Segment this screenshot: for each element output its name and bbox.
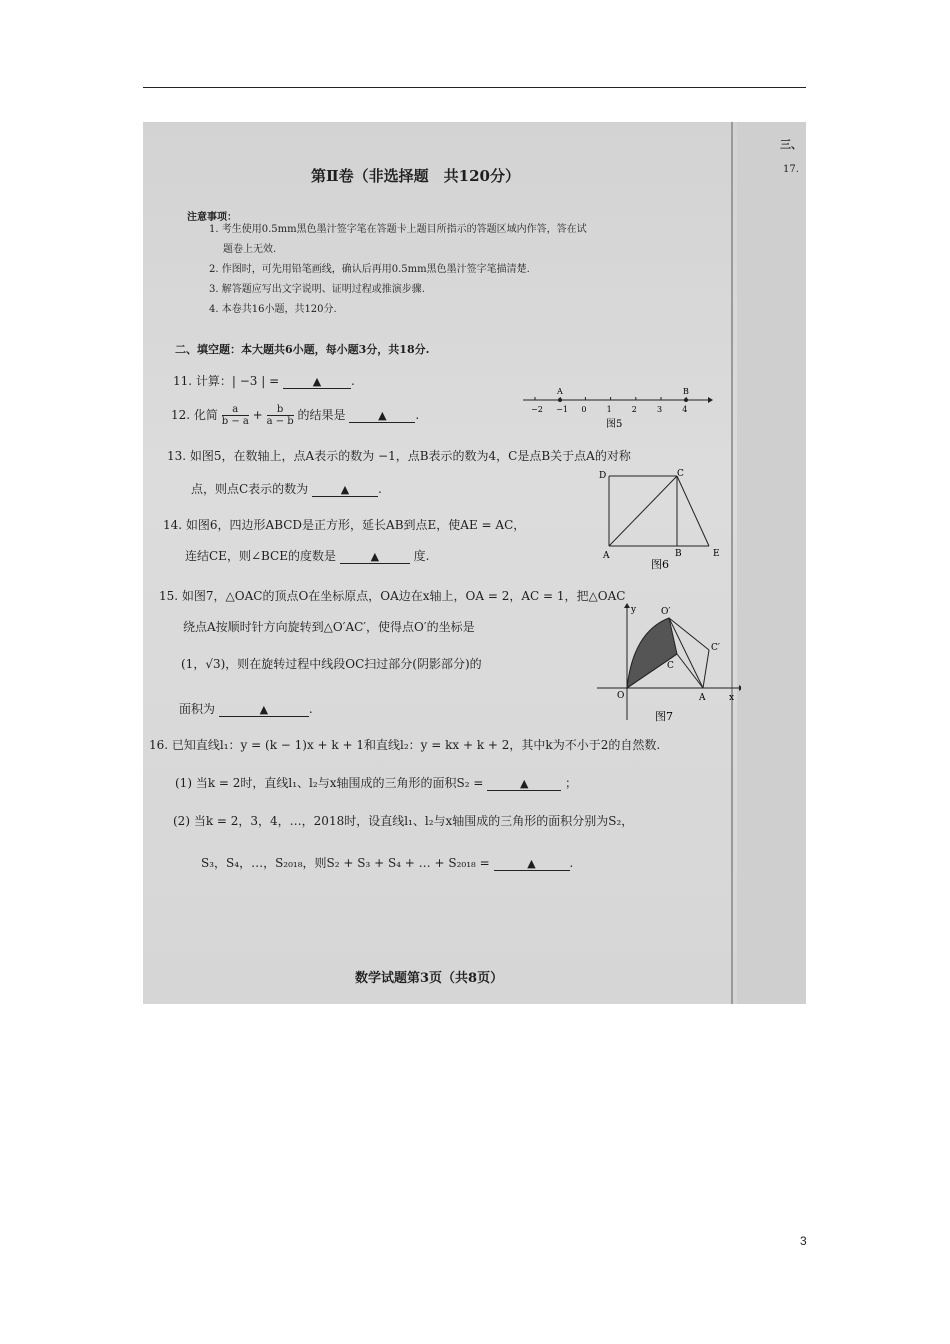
fraction-a-over-b-minus-a: [222, 404, 249, 427]
label-e: E: [713, 549, 720, 559]
label-o-prime: O′: [661, 607, 671, 617]
answer-blank-15: [219, 702, 309, 717]
fraction-1-numerator: a: [222, 404, 249, 416]
plus-sign: +: [252, 408, 263, 422]
question-11: 11. 计算：| −3 | = ▲ .: [173, 374, 355, 388]
answer-blank-16-2: [494, 856, 570, 871]
tick-label: 1: [606, 405, 612, 414]
question-16-part-2b-text: S₃，S₄，…，S₂₀₁₈，则S₂ + S₃ + S₄ + … + S₂₀₁₈ =: [201, 856, 490, 870]
tick-label: 0: [581, 405, 587, 414]
question-15-line-1: 15. 如图7，△OAC的顶点O在坐标原点，OA边在x轴上，OA = 2，AC = 1，把△OAC: [159, 589, 626, 603]
figure-6-caption: 图6: [651, 558, 669, 570]
notes-title: 注意事项：: [187, 212, 237, 223]
question-15-line-2: 绕点A按顺时针方向旋转到△O′AC′，使得点O′的坐标是: [183, 620, 475, 634]
note-1-cont: 题卷上无效.: [223, 244, 277, 255]
figure-7-caption: 图7: [655, 710, 673, 723]
note-3: 3. 解答题应写出文字说明、证明过程或推演步骤.: [209, 284, 425, 295]
exam-photo: [143, 122, 806, 1004]
figure-5-caption: 图5: [606, 419, 623, 430]
figure-5-number-line: [518, 384, 713, 430]
note-1: 1. 考生使用0.5mm黑色墨汁签字笔在答题卡上题目所指示的答题区域内作答，答在试: [209, 224, 587, 235]
label-a: A: [557, 387, 563, 396]
question-12-pre: 12. 化简: [171, 408, 218, 422]
answer-blank-12: [349, 408, 415, 423]
label-c-prime: C′: [711, 643, 720, 653]
question-15-text: 面积为: [179, 702, 216, 716]
question-16-part-2: (2) 当k = 2，3，4，…，2018时，设直线l₁、l₂与x轴围成的三角形的面积分别为S₂，: [173, 814, 634, 828]
label-b: B: [675, 549, 682, 559]
shaded-swept-region: [627, 618, 677, 688]
blank-marker: ▲: [527, 857, 536, 870]
question-16-part-1-text: (1) 当k = 2时，直线l₁、l₂与x轴围成的三角形的面积S₂ =: [175, 776, 484, 790]
fraction-b-over-a-minus-b: [267, 404, 294, 427]
question-13-line-2: 点，则点C表示的数为 ▲ .: [191, 482, 382, 496]
right-edge-question: 17.: [783, 164, 799, 175]
label-a: A: [699, 693, 706, 703]
question-14-line-1: 14. 如图6，四边形ABCD是正方形，延长AB到点E，使AE = AC，: [163, 518, 526, 532]
question-16-part-1-end: ；: [565, 776, 578, 790]
figure-7-rotation: [593, 602, 741, 724]
right-edge-section: 三、: [780, 138, 802, 151]
label-c: C: [667, 661, 674, 671]
answer-blank-11: [283, 374, 351, 389]
question-14-unit: 度.: [413, 549, 430, 563]
fraction-2-denominator: a − b: [266, 416, 294, 427]
question-14-text: 连结CE，则∠BCE的度数是: [185, 549, 336, 563]
answer-blank-14: [340, 549, 410, 564]
question-12: 12. 化简 $\frac{a}{b - a}$ + $\frac{b}{a - b}$ 的结果是 ▲ .: [171, 404, 420, 427]
question-16-line-1: 16. 已知直线l₁：y = (k − 1)x + k + 1和直线l₂：y = kx + k + 2，其中k为不小于2的自然数.: [149, 738, 661, 752]
tick-label: 4: [682, 405, 688, 414]
answer-blank-16-1: [487, 776, 561, 791]
adjacent-page: [737, 122, 806, 1004]
tick-label: −1: [556, 405, 568, 414]
blank-marker: ▲: [370, 550, 380, 563]
blank-marker: ▲: [340, 483, 350, 496]
label-a: A: [603, 551, 610, 561]
point-a-marker: [558, 398, 562, 402]
blank-marker: ▲: [259, 703, 269, 716]
answer-blank-13: [312, 482, 378, 497]
question-11-text: 11. 计算：| −3 | =: [173, 374, 280, 388]
label-c: C: [677, 469, 684, 479]
question-13-line-1: 13. 如图5，在数轴上，点A表示的数为 −1，点B表示的数为4，C是点B关于点A的对称: [167, 449, 631, 463]
page-number: 3: [800, 1234, 807, 1248]
question-14-line-2: [185, 547, 429, 564]
question-13-text: 点，则点C表示的数为: [191, 482, 309, 496]
tick-label: −2: [531, 405, 543, 414]
blank-marker: ▲: [378, 409, 387, 422]
note-4: 4. 本卷共16小题，共120分.: [209, 304, 337, 315]
tick-label: 2: [631, 405, 637, 414]
tick-label: 3: [657, 405, 663, 414]
label-b: B: [683, 387, 689, 396]
label-d: D: [599, 471, 607, 481]
figure-6-square: [593, 466, 733, 570]
label-o: O: [617, 691, 625, 701]
question-12-post: 的结果是: [297, 408, 346, 422]
question-15-line-3: (1，√3)，则在旋转过程中线段OC扫过部分(阴影部分)的: [181, 657, 482, 671]
question-16-part-1: [175, 774, 577, 791]
note-2: 2. 作图时，可先用铅笔画线，确认后再用0.5mm黑色墨汁签字笔描清楚.: [209, 264, 530, 275]
question-16-part-2b: S₃，S₄，…，S₂₀₁₈，则S₂ + S₃ + S₄ + … + S₂₀₁₈ = ▲ .: [201, 856, 574, 870]
label-x-axis: x: [729, 693, 735, 703]
blank-marker: ▲: [312, 375, 322, 388]
section-fill-blank-title: 二、填空题：本大题共6小题，每小题3分，共18分.: [175, 343, 430, 356]
top-rule: [143, 87, 806, 88]
fraction-2-numerator: b: [267, 404, 294, 416]
label-y-axis: y: [631, 605, 637, 615]
page-footer: 数学试题第3页（共8页）: [355, 971, 504, 986]
point-b-marker: [684, 398, 688, 402]
section-header-title: 第Ⅱ卷（非选择题 共120分）: [311, 167, 520, 185]
fraction-1-denominator: b − a: [221, 416, 249, 427]
question-15-line-4: 面积为 ▲ .: [179, 702, 313, 716]
blank-marker: ▲: [519, 777, 529, 790]
